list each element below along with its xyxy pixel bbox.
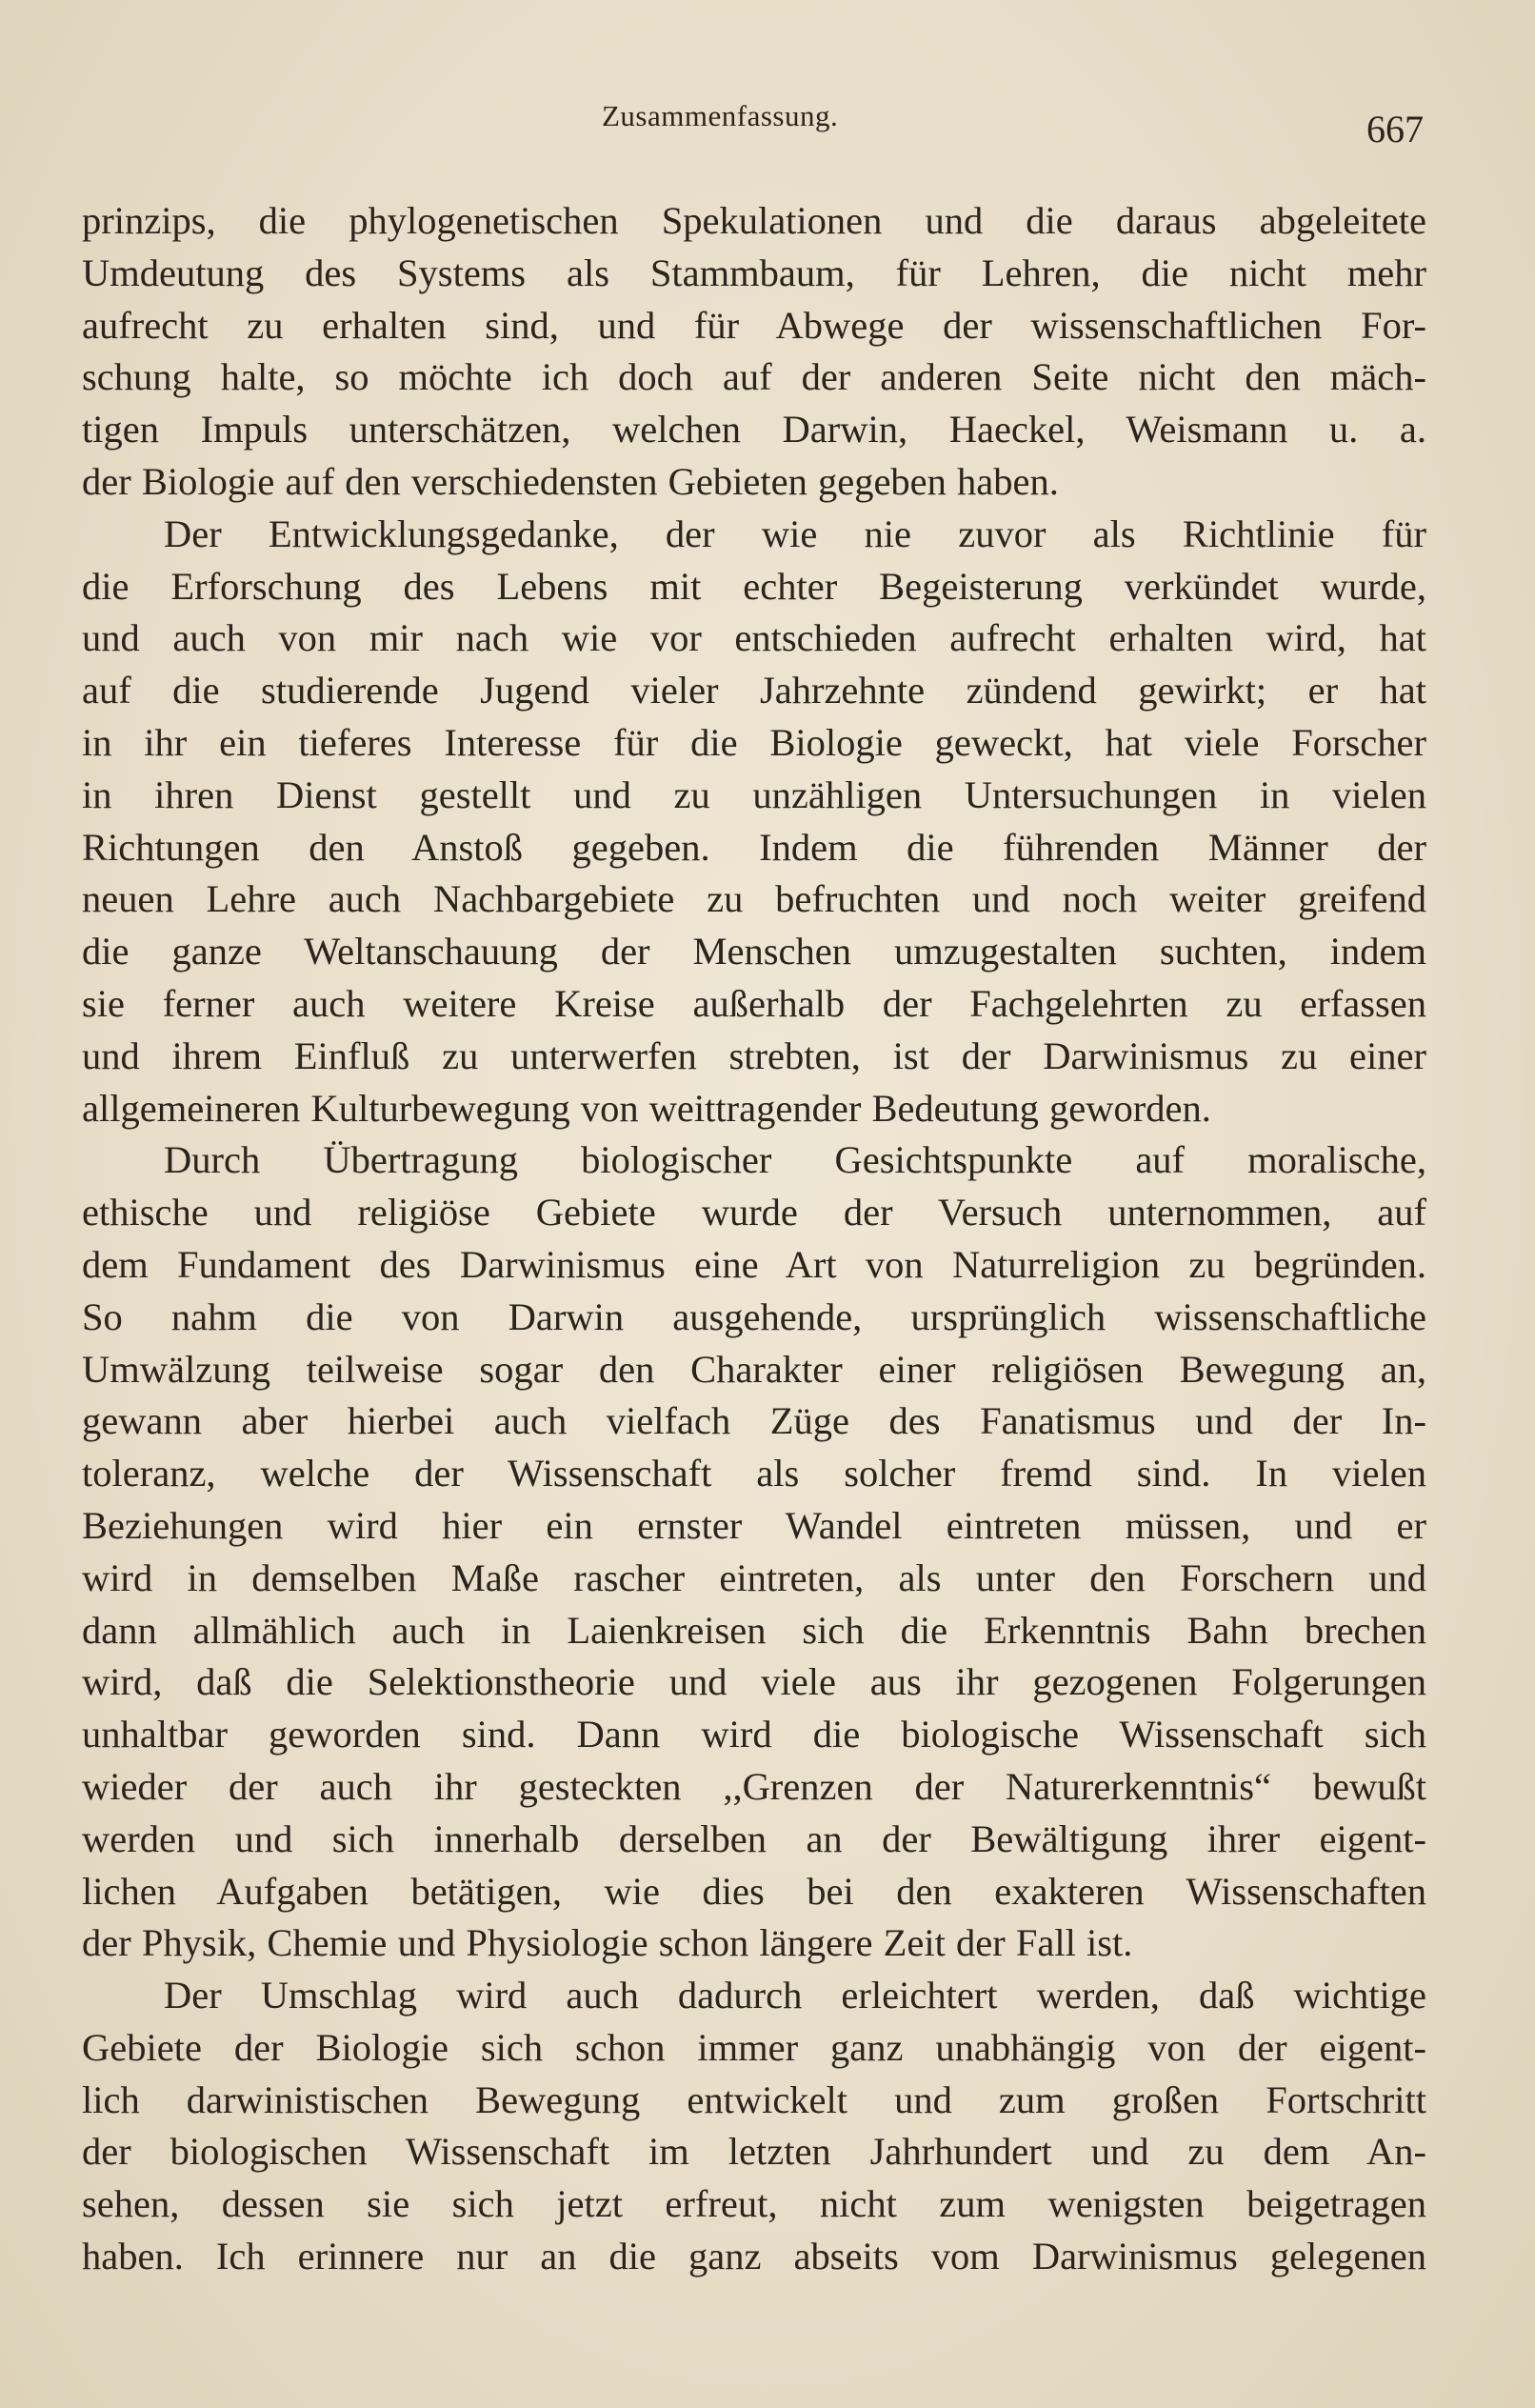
- text-line: die Erforschung des Lebens mit echter Begeisterung verkündet wurde,: [82, 564, 1426, 608]
- text-line: Richtungen den Anstoß gegeben. Indem die führenden Männer der: [82, 825, 1426, 869]
- text-line: haben. Ich erinnere nur an die ganz abseits vom Darwinismus gelegenen: [82, 2235, 1426, 2278]
- text-line: die ganze Weltanschauung der Menschen umzugestalten suchten, indem: [82, 930, 1426, 973]
- text-line: wird, daß die Selektionstheorie und viele aus ihr gezogenen Folgerungen: [82, 1660, 1426, 1704]
- text-line: aufrecht zu erhalten sind, und für Abwege der wissenschaftlichen For-: [82, 303, 1426, 347]
- text-line: lichen Aufgaben betätigen, wie dies bei den exakteren Wissenschaften: [82, 1869, 1426, 1913]
- text-line: in ihren Dienst gestellt und zu unzähligen Untersuchungen in vielen: [82, 773, 1426, 816]
- text-line: unhaltbar geworden sind. Dann wird die biologische Wissenschaft sich: [82, 1713, 1426, 1756]
- text-line: schung halte, so möchte ich doch auf der anderen Seite nicht den mäch-: [82, 355, 1426, 399]
- text-line: neuen Lehre auch Nachbargebiete zu befruchten und noch weiter greifend: [82, 877, 1426, 921]
- text-line: dann allmählich auch in Laienkreisen sich die Erkenntnis Bahn brechen: [82, 1608, 1426, 1652]
- text-line: prinzips, die phylogenetischen Spekulationen und die daraus abgeleitete: [82, 199, 1426, 242]
- text-line: lich darwinistischen Bewegung entwickelt und zum großen Fortschritt: [82, 2077, 1426, 2121]
- text-line: So nahm die von Darwin ausgehende, ursprünglich wissenschaftliche: [82, 1294, 1426, 1338]
- running-title: Zusammenfassung.: [602, 99, 839, 132]
- text-line: dem Fundament des Darwinismus eine Art von Naturreligion zu begründen.: [82, 1242, 1426, 1286]
- text-line: auf die studierende Jugend vieler Jahrzehnte zündend gewirkt; er hat: [82, 669, 1426, 712]
- text-line: Der Umschlag wird auch dadurch erleichtert werden, daß wichtige: [164, 1974, 1426, 2017]
- page-number: 667: [1366, 108, 1424, 150]
- text-line: wird in demselben Maße rascher eintreten, als unter den Forschern und: [82, 1555, 1426, 1599]
- text-line: werden und sich innerhalb derselben an der Bewältigung ihrer eigent-: [82, 1816, 1426, 1860]
- text-line: Umdeutung des Systems als Stammbaum, für Lehren, die nicht mehr: [82, 251, 1426, 294]
- text-line: Gebiete der Biologie sich schon immer ganz unabhängig von der eigent-: [82, 2025, 1426, 2069]
- text-line: gewann aber hierbei auch vielfach Züge des Fanatismus und der In-: [82, 1399, 1426, 1443]
- text-line: Beziehungen wird hier ein ernster Wandel eintreten müssen, und er: [82, 1503, 1426, 1547]
- body-text: [82, 195, 1426, 2283]
- text-line: und ihrem Einfluß zu unterwerfen strebten, ist der Darwinismus zu einer: [82, 1033, 1426, 1077]
- text-line: sehen, dessen sie sich jetzt erfreut, nicht zum wenigsten beigetragen: [82, 2182, 1426, 2226]
- text-line: toleranz, welche der Wissenschaft als solcher fremd sind. In vielen: [82, 1452, 1426, 1495]
- text-line: Umwälzung teilweise sogar den Charakter einer religiösen Bewegung an,: [82, 1347, 1426, 1391]
- text-line: sie ferner auch weitere Kreise außerhalb der Fachgelehrten zu erfassen: [82, 981, 1426, 1025]
- text-line: wieder der auch ihr gesteckten ,,Grenzen der Naturerkenntnis“ bewußt: [82, 1764, 1426, 1808]
- text-line: der Biologie auf den verschiedensten Gebieten gegeben haben.: [82, 459, 1059, 503]
- text-line: der biologischen Wissenschaft im letzten Jahrhundert und zu dem An-: [82, 2130, 1426, 2174]
- text-line: Der Entwicklungsgedanke, der wie nie zuvor als Richtlinie für: [164, 512, 1426, 555]
- text-line: ethische und religiöse Gebiete wurde der Versuch unternommen, auf: [82, 1191, 1426, 1234]
- text-line: Durch Übertragung biologischer Gesichtspunkte auf moralische,: [164, 1138, 1426, 1182]
- text-line: in ihr ein tieferes Interesse für die Biologie geweckt, hat viele Forscher: [82, 720, 1426, 764]
- text-line: der Physik, Chemie und Physiologie schon längere Zeit der Fall ist.: [82, 1921, 1133, 1965]
- text-line: tigen Impuls unterschätzen, welchen Darwin, Haeckel, Weismann u. a.: [82, 408, 1426, 452]
- text-line: allgemeineren Kulturbewegung von weittragender Bedeutung geworden.: [82, 1086, 1211, 1130]
- text-line: und auch von mir nach wie vor entschieden aufrecht erhalten wird, hat: [82, 616, 1426, 660]
- running-head: [0, 99, 1535, 156]
